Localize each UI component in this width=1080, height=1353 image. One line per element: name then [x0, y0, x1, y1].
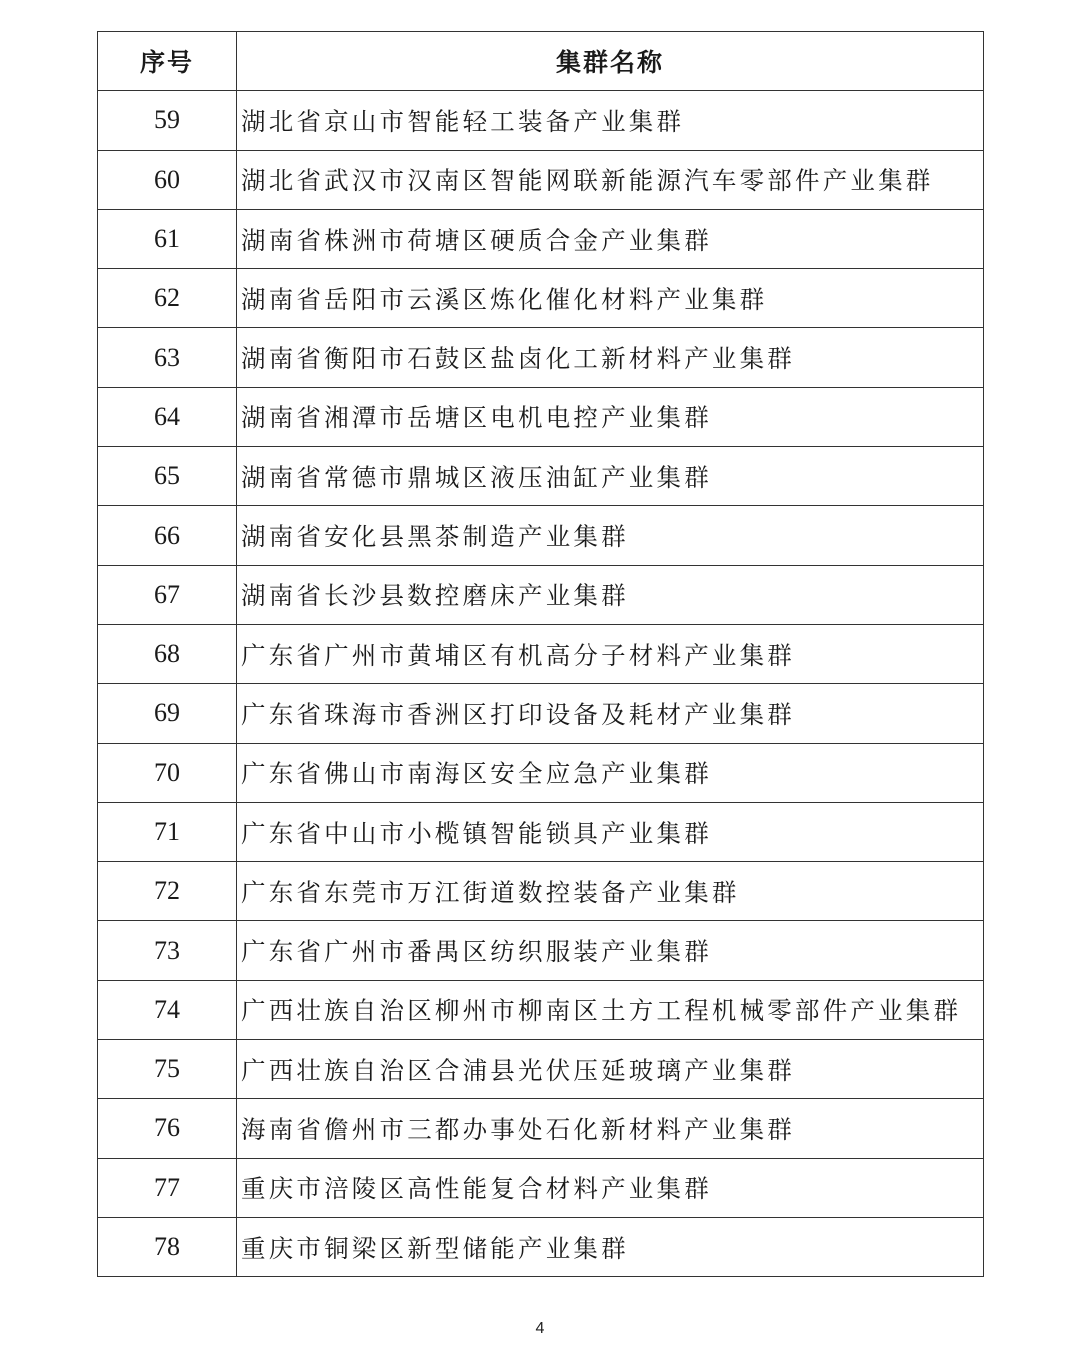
row-serial-number: 71 [98, 802, 237, 861]
row-cluster-name: 湖北省京山市智能轻工装备产业集群 [237, 91, 984, 150]
table-row [98, 1158, 984, 1217]
row-serial-number: 68 [98, 624, 237, 683]
row-cluster-name: 广东省广州市番禺区纺织服装产业集群 [237, 921, 984, 980]
row-serial-number: 59 [98, 91, 237, 150]
row-serial-number: 75 [98, 1040, 237, 1099]
table-row [98, 921, 984, 980]
row-serial-number: 72 [98, 862, 237, 921]
row-cluster-name: 湖南省株洲市荷塘区硬质合金产业集群 [237, 209, 984, 268]
row-cluster-name: 重庆市铜梁区新型储能产业集群 [237, 1217, 984, 1276]
table-header-row [98, 32, 984, 91]
table-row [98, 1040, 984, 1099]
row-cluster-name: 海南省儋州市三都办事处石化新材料产业集群 [237, 1099, 984, 1158]
table-row [98, 150, 984, 209]
row-serial-number: 73 [98, 921, 237, 980]
row-cluster-name: 广西壮族自治区柳州市柳南区土方工程机械零部件产业集群 [237, 980, 984, 1039]
table-row [98, 980, 984, 1039]
row-serial-number: 66 [98, 506, 237, 565]
row-cluster-name: 湖北省武汉市汉南区智能网联新能源汽车零部件产业集群 [237, 150, 984, 209]
row-cluster-name: 广西壮族自治区合浦县光伏压延玻璃产业集群 [237, 1040, 984, 1099]
row-serial-number: 62 [98, 269, 237, 328]
row-serial-number: 77 [98, 1158, 237, 1217]
table-row [98, 684, 984, 743]
table-row [98, 387, 984, 446]
table-row [98, 565, 984, 624]
row-cluster-name: 湖南省衡阳市石鼓区盐卤化工新材料产业集群 [237, 328, 984, 387]
cluster-table [97, 31, 984, 1277]
row-cluster-name: 广东省珠海市香洲区打印设备及耗材产业集群 [237, 684, 984, 743]
row-cluster-name: 湖南省安化县黑茶制造产业集群 [237, 506, 984, 565]
table-row [98, 209, 984, 268]
row-cluster-name: 广东省中山市小榄镇智能锁具产业集群 [237, 802, 984, 861]
table-row [98, 506, 984, 565]
table-row [98, 743, 984, 802]
row-cluster-name: 重庆市涪陵区高性能复合材料产业集群 [237, 1158, 984, 1217]
row-serial-number: 60 [98, 150, 237, 209]
header-serial-number: 序号 [98, 32, 237, 91]
table-row [98, 1099, 984, 1158]
row-serial-number: 74 [98, 980, 237, 1039]
table-row [98, 802, 984, 861]
row-serial-number: 64 [98, 387, 237, 446]
row-serial-number: 67 [98, 565, 237, 624]
row-cluster-name: 湖南省常德市鼎城区液压油缸产业集群 [237, 447, 984, 506]
row-cluster-name: 湖南省湘潭市岳塘区电机电控产业集群 [237, 387, 984, 446]
row-serial-number: 63 [98, 328, 237, 387]
row-cluster-name: 广东省佛山市南海区安全应急产业集群 [237, 743, 984, 802]
table-body [98, 91, 984, 1277]
row-serial-number: 61 [98, 209, 237, 268]
table-row [98, 269, 984, 328]
row-cluster-name: 广东省东莞市万江街道数控装备产业集群 [237, 862, 984, 921]
row-serial-number: 65 [98, 447, 237, 506]
row-cluster-name: 广东省广州市黄埔区有机高分子材料产业集群 [237, 624, 984, 683]
row-serial-number: 78 [98, 1217, 237, 1276]
table-row [98, 1217, 984, 1276]
table-row [98, 624, 984, 683]
row-serial-number: 69 [98, 684, 237, 743]
table-row [98, 91, 984, 150]
row-serial-number: 76 [98, 1099, 237, 1158]
header-cluster-name: 集群名称 [237, 32, 984, 91]
row-cluster-name: 湖南省岳阳市云溪区炼化催化材料产业集群 [237, 269, 984, 328]
page-number: 4 [535, 1320, 545, 1337]
row-cluster-name: 湖南省长沙县数控磨床产业集群 [237, 565, 984, 624]
row-serial-number: 70 [98, 743, 237, 802]
table-row [98, 862, 984, 921]
table-row [98, 447, 984, 506]
table-row [98, 328, 984, 387]
